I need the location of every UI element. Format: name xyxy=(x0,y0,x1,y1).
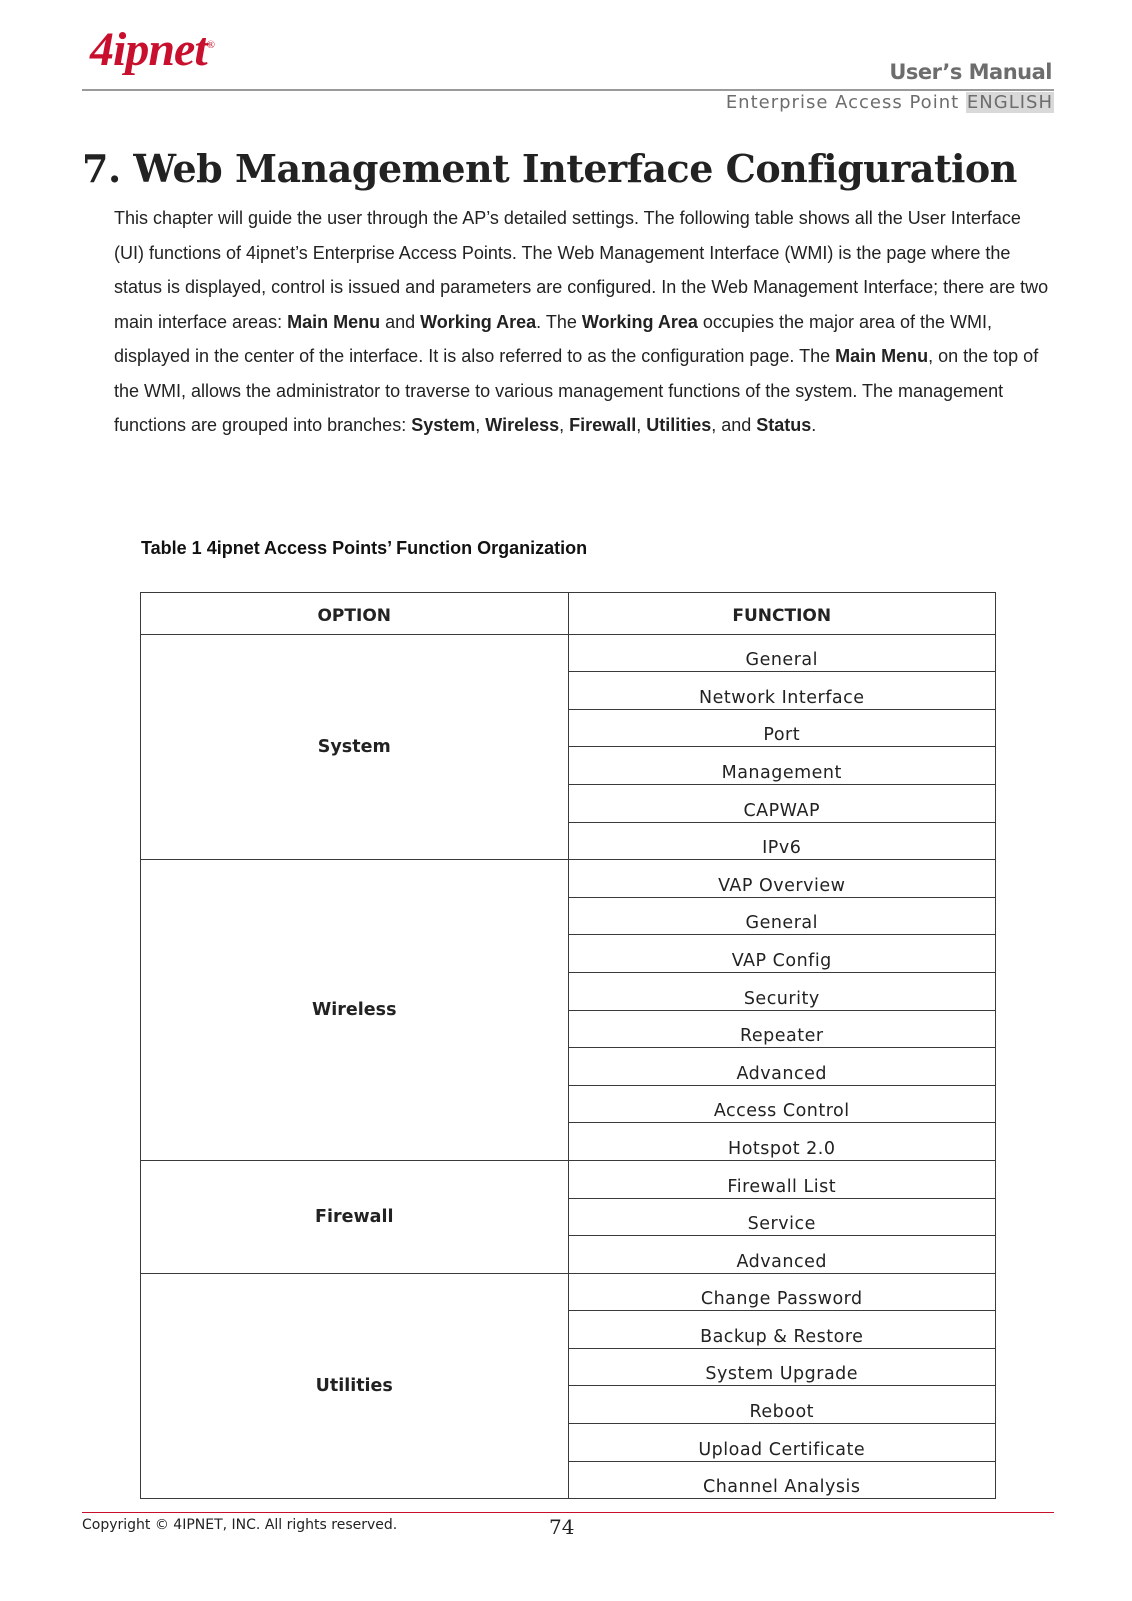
copyright-notice: Copyright © 4IPNET, INC. All rights reserved. xyxy=(82,1517,398,1533)
page-number: 74 xyxy=(549,1515,575,1539)
function-table xyxy=(140,592,996,1499)
function-cell: Channel Analysis xyxy=(568,1461,996,1499)
table-body xyxy=(141,634,996,1499)
intro-bold: Main Menu xyxy=(287,311,381,332)
intro-bold: Firewall xyxy=(569,415,637,435)
table-row xyxy=(141,1273,996,1311)
function-cell: VAP Overview xyxy=(568,860,996,898)
table-row xyxy=(141,860,996,898)
table-caption: Table 1 4ipnet Access Points’ Function Organization xyxy=(141,538,588,558)
intro-bold: Main Menu xyxy=(835,346,929,366)
intro-bold: Working Area xyxy=(420,311,537,332)
header-divider xyxy=(82,89,1054,91)
function-cell: Repeater xyxy=(568,1010,996,1048)
function-cell: Advanced xyxy=(568,1236,996,1274)
intro-text: , xyxy=(559,415,570,435)
intro-bold: Status xyxy=(756,415,812,435)
header-option: OPTION xyxy=(141,593,569,635)
language-label: ENGLISH xyxy=(966,92,1053,113)
intro-bold: Utilities xyxy=(646,415,712,435)
intro-text: and xyxy=(380,311,421,332)
intro-text: , and xyxy=(711,415,757,435)
intro-text: , xyxy=(475,415,486,435)
function-cell: Firewall List xyxy=(568,1160,996,1198)
intro-bold: Working Area xyxy=(581,311,698,332)
intro-text: . The xyxy=(536,311,582,332)
function-cell: Network Interface xyxy=(568,672,996,710)
table-header-row xyxy=(141,593,996,635)
function-cell: Port xyxy=(568,709,996,747)
option-cell: Firewall xyxy=(141,1160,569,1273)
function-cell: IPv6 xyxy=(568,822,996,860)
registered-mark: ® xyxy=(206,39,215,51)
intro-text: , on the top of the WMI, allows the administrator to traverse to various management functions of the system. The management functions are grouped into branches: xyxy=(114,346,1039,435)
intro-text: . xyxy=(811,415,817,435)
function-cell: Reboot xyxy=(568,1386,996,1424)
intro-paragraph xyxy=(114,201,1049,443)
intro-bold: System xyxy=(411,415,476,435)
intro-text: , xyxy=(636,415,647,435)
function-cell: General xyxy=(568,897,996,935)
page-title: 7. Web Management Interface Configuration xyxy=(82,146,1017,191)
function-cell: Service xyxy=(568,1198,996,1236)
product-subtitle xyxy=(726,92,1054,113)
function-cell: Hotspot 2.0 xyxy=(568,1123,996,1161)
option-cell: System xyxy=(141,634,569,860)
function-cell: Access Control xyxy=(568,1085,996,1123)
function-cell: CAPWAP xyxy=(568,784,996,822)
table-row xyxy=(141,1160,996,1198)
product-name: Enterprise Access Point xyxy=(725,92,960,113)
intro-text: This chapter will guide the user through the AP’s detailed settings. The following table shows all the User Interface (UI) functions of 4ipnet’s Enterprise Access Points. The Web Management Interface (WMI) is the page where the status is displayed, control is issued and parameters are configured. In the Web Management Interface; there are two main interface areas: xyxy=(114,208,1049,332)
option-cell: Wireless xyxy=(141,860,569,1161)
intro-bold: Wireless xyxy=(485,415,560,435)
function-cell: Upload Certificate xyxy=(568,1424,996,1462)
option-cell: Utilities xyxy=(141,1273,569,1499)
table-row xyxy=(141,634,996,672)
intro-text: occupies the major area of the WMI, displayed in the center of the interface. It is also referred to as the configuration page. The xyxy=(114,311,993,366)
header-function: FUNCTION xyxy=(568,593,996,635)
manual-title: User’s Manual xyxy=(889,60,1052,84)
function-cell: General xyxy=(568,634,996,672)
function-cell: VAP Config xyxy=(568,935,996,973)
function-cell: Advanced xyxy=(568,1048,996,1086)
brand-logo xyxy=(90,23,215,76)
function-cell: Backup & Restore xyxy=(568,1311,996,1349)
function-cell: Management xyxy=(568,747,996,785)
function-cell: Security xyxy=(568,972,996,1010)
logo-text: 4ipnet xyxy=(90,23,207,76)
function-cell: Change Password xyxy=(568,1273,996,1311)
footer-divider xyxy=(82,1512,1054,1513)
function-cell: System Upgrade xyxy=(568,1348,996,1386)
